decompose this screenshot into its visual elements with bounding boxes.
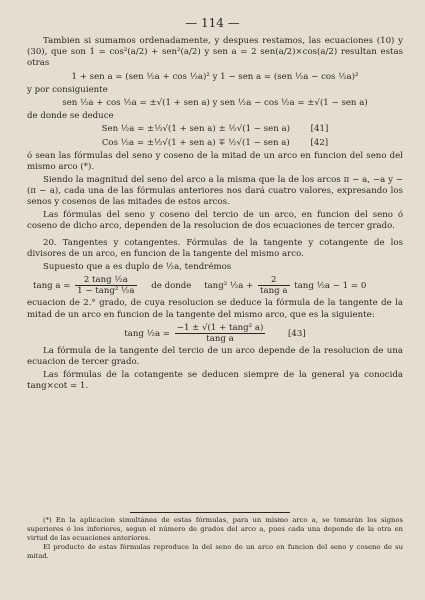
equation-part: tang ½a − 1 = 0 xyxy=(294,281,367,292)
fraction xyxy=(258,275,289,296)
paragraph: ecuacion de 2.° grado, de cuya resolucion se deduce la fórmula de la tangente de la mitad de un arco en funcion de la tangente del mismo arco, que es la siguiente: xyxy=(27,298,403,320)
page-body xyxy=(27,36,403,394)
fraction-denominator: tang a xyxy=(206,333,234,344)
footnotes xyxy=(27,516,403,561)
equation-number: [43] xyxy=(288,328,306,339)
fraction xyxy=(175,323,266,344)
paragraph: y por consiguiente xyxy=(27,84,108,95)
equation-43 xyxy=(27,323,403,344)
equation-text: Sen ½a = ±½√(1 + sen a) ± ½√(1 − sen a) xyxy=(101,124,290,135)
equation-text: Cos ½a = ±½√(1 + sen a) ∓ ½√(1 − sen a) xyxy=(101,137,290,148)
equation-number: [41] xyxy=(310,124,329,135)
equation-42 xyxy=(27,138,403,149)
paragraph: Las fórmulas del seno y coseno del tercio de un arco, en funcion del seno ó coseno de dicho arco, dependen de la resolucion de dos ecuaciones de tercer grado. xyxy=(27,209,403,232)
paragraph: La fórmula de la tangente del tercio de un arco depende de la resolucion de una ecuacion de tercer grado. xyxy=(27,345,403,367)
fraction-denominator: 1 − tang² ½a xyxy=(77,286,135,297)
paragraph: Tambien si sumamos ordenadamente, y despues restamos, las ecuaciones (10) y (30), que son 1 = cos²(a/2) + sen²(a/2) y sen a = 2 sen(a/2)×cos(a/2) resultan estas otras xyxy=(27,36,403,69)
fraction xyxy=(75,275,136,296)
equation-connector: de donde xyxy=(151,281,192,292)
footnote: (*) En la aplicacion simultánea de estas fórmulas, para un mismo arco a, se tomarán los signos superiores ó los inferiores, segun el número de grados del arco a, pues cada una depende de la otra en virtud de las ecuaciones anteriores. xyxy=(27,516,403,542)
fraction-numerator: 2 tang ½a xyxy=(75,275,136,286)
paragraph: ó sean las fórmulas del seno y coseno de la mitad de un arco en funcion del seno del mismo arco (*). xyxy=(27,150,403,173)
fraction-denominator: tang a xyxy=(260,286,288,297)
equation: sen ½a + cos ½a = ±√(1 + sen a) y sen ½a − cos ½a = ±√(1 − sen a) xyxy=(62,98,368,109)
footnote-divider xyxy=(130,512,290,513)
equation-lhs: tang a = xyxy=(33,281,71,292)
paragraph: Las fórmulas de la cotangente se deducen siempre de la general ya conocida tang×cot = 1. xyxy=(27,369,403,391)
equation-number: [42] xyxy=(310,137,329,148)
equation-lhs: tang ½a = xyxy=(124,328,171,339)
footnote: El producto de estas fórmulas reproduce la del seno de un arco en funcion del seno y coseno de su mitad. xyxy=(27,543,403,560)
equation-part: tang² ½a + xyxy=(204,281,254,292)
paragraph: Supuesto que a es duplo de ½a, tendrémos xyxy=(43,262,232,273)
equation-tangent xyxy=(27,275,403,296)
page-number: — 114 — xyxy=(185,16,240,30)
equation: 1 + sen a = (sen ½a + cos ½a)² y 1 − sen a = (sen ½a − cos ½a)² xyxy=(71,71,359,82)
fraction-numerator: 2 xyxy=(258,275,289,286)
paragraph: Siendo la magnitud del seno del arco a la misma que la de los arcos π − a, −a y −(π − a), cada una de las fórmulas anteriores nos dará cuatro valores, expresando los senos y cosenos de las mitades de estos arcos. xyxy=(27,174,403,208)
fraction-numerator: −1 ± √(1 + tang² a) xyxy=(176,322,264,333)
equation-41 xyxy=(27,124,403,135)
paragraph: de donde se deduce xyxy=(27,111,114,122)
section-heading: 20. Tangentes y cotangentes. Fórmulas de la tangente y cotangente de los divisores de un arco, en funcion de la tangente del mismo arco. xyxy=(27,238,403,260)
